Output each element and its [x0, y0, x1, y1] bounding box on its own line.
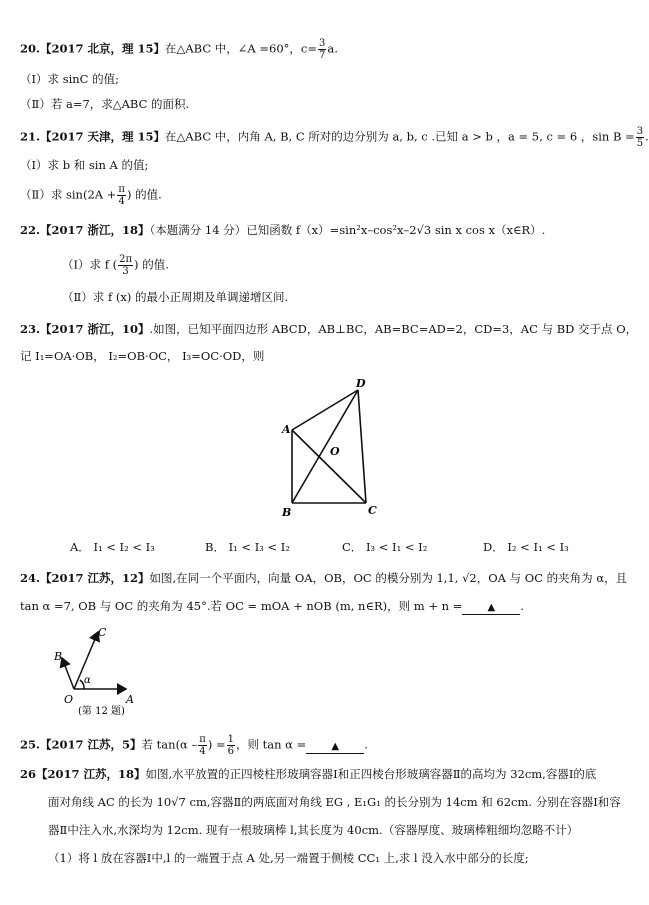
q25-frac1-num: π — [199, 734, 206, 745]
q25-stem-d: . — [364, 737, 368, 752]
figure-caption: (第 12 题) — [78, 706, 125, 717]
q24-line2 — [20, 598, 524, 615]
q22-stem-line — [20, 222, 545, 238]
q25-frac1-den: 4 — [199, 746, 206, 757]
q22-stem: （本题满分 14 分）已知函数 f（x）=sin²x–cos²x–2√3 sin x cos x（x∈R）. — [149, 223, 546, 237]
q23-option-b: B． I₁ < I₃ < I₂ — [205, 540, 290, 554]
q21-part2-frac-num: π — [118, 184, 125, 195]
point-o-label: O — [330, 445, 340, 458]
q20-stem-b: a. — [327, 41, 338, 56]
q23-quadrilateral-figure — [270, 375, 390, 520]
q23-option-c: C． I₃ < I₁ < I₂ — [342, 540, 428, 554]
edge-da — [292, 390, 358, 430]
q22-part1-frac-num: 2π — [119, 254, 133, 265]
alpha-label: α — [84, 675, 91, 686]
point-b-label: B — [54, 650, 63, 663]
q26-label: 26【2017 江苏，18】 — [20, 767, 146, 781]
vertex-b-label: B — [282, 506, 292, 519]
q23-option-d: D． I₂ < I₁ < I₃ — [483, 540, 569, 554]
q24-stem-line — [20, 570, 627, 586]
q21-fraction — [636, 126, 644, 149]
q25-frac2-num: 1 — [227, 734, 234, 745]
q25-stem-c: ，则 tan α = — [235, 737, 307, 752]
q22-part1-a: （Ⅰ）求 f ( — [62, 257, 118, 272]
q21-label: 21.【2017 天津，理 15】 — [20, 129, 166, 144]
q25-stem-a: 若 tan(α – — [141, 737, 198, 752]
q23-line2: 记 I₁=OA·OB， I₂=OB·OC， I₃=OC·OD，则 — [20, 349, 265, 363]
q25-fraction-1 — [198, 734, 207, 757]
q24-line2-a: tan α =7, OB 与 OC 的夹角为 45°.若 OC = mOA + nOB (m, n∈R)，则 m + n = — [20, 599, 463, 613]
q24-line2-b: . — [520, 599, 524, 613]
q21-part2-line — [20, 184, 162, 207]
q21-stem-a: 在△ABC 中，内角 A, B, C 所对的边分别为 a, b, c .已知 a > b ，a = 5, c = 6 ，sin B = — [165, 129, 635, 144]
q21-stem-b: . — [645, 129, 649, 144]
q24-label: 24.【2017 江苏，12】 — [20, 571, 150, 585]
point-o-label: O — [64, 693, 74, 706]
q21-frac-den: 5 — [636, 138, 644, 149]
q21-part2-b: ) 的值. — [126, 187, 162, 202]
q24-vector-figure — [48, 622, 143, 720]
vertex-d-label: D — [356, 377, 366, 390]
q20-part2: （Ⅱ）若 a=7，求△ABC 的面积. — [20, 97, 190, 111]
q22-part1-line — [62, 254, 169, 277]
q23-option-a: A． I₁ < I₂ < I₃ — [70, 540, 155, 554]
q20-label: 20.【2017 北京，理 15】 — [20, 41, 166, 56]
q20-frac-den: 7 — [319, 50, 326, 61]
q22-part1-fraction — [118, 254, 133, 277]
vertex-a-label: A — [282, 423, 291, 436]
q26-line4: （1）将 l 放在容器Ⅰ中,l 的一端置于点 A 处,另一端置于侧棱 CC₁ 上,求 l 没入水中部分的长度; — [48, 851, 529, 865]
point-c-label: C — [98, 626, 107, 639]
q23-stem: .如图，已知平面四边形 ABCD，AB⊥BC，AB=BC=AD=2，CD=3，AC 与 BD 交于点 O， — [149, 322, 638, 336]
q25-label: 25.【2017 江苏，5】 — [20, 737, 142, 752]
q26-line1-text: 如图,水平放置的正四棱柱形玻璃容器Ⅰ和正四棱台形玻璃容器Ⅱ的高均为 32cm,容器Ⅰ的底 — [145, 767, 597, 781]
q24-stem: 如图,在同一个平面内，向量 OA，OB，OC 的模分别为 1,1, √2，OA 与 OC 的夹角为 α，且 — [149, 571, 628, 585]
q21-frac-num: 3 — [636, 126, 644, 137]
q22-part1-b: ) 的值. — [134, 257, 169, 272]
vector-ob — [62, 658, 74, 689]
q22-label: 22.【2017 浙江，18】 — [20, 223, 150, 237]
q21-part2-frac-den: 4 — [118, 196, 125, 207]
q20-fraction — [318, 38, 326, 61]
q21-part1: （Ⅰ）求 b 和 sin A 的值; — [20, 158, 149, 172]
q25-answer-blank: ▲ — [306, 741, 364, 754]
q22-part1-frac-den: 3 — [122, 266, 129, 277]
q26-line1 — [20, 766, 596, 782]
q20-stem-a: 在△ABC 中，∠A =60°，c= — [165, 41, 317, 56]
q26-line2: 面对角线 AC 的长为 10√7 cm,容器Ⅱ的两底面对角线 EG , E₁G₁ 的长分别为 14cm 和 62cm. 分别在容器Ⅰ和容 — [48, 795, 621, 809]
q25-frac2-den: 6 — [227, 746, 234, 757]
q21-part2-fraction — [117, 184, 126, 207]
q20-stem-line — [20, 38, 338, 61]
q24-answer-blank: ▲ — [462, 602, 520, 615]
q20-part1: （Ⅰ）求 sinC 的值; — [20, 72, 120, 86]
q25-stem-line — [20, 734, 368, 757]
vertex-c-label: C — [368, 504, 377, 517]
q25-fraction-2 — [227, 734, 235, 757]
q23-stem-line — [20, 321, 637, 337]
q23-label: 23.【2017 浙江，10】 — [20, 322, 150, 336]
q20-frac-num: 3 — [319, 38, 326, 49]
q21-stem-line — [20, 126, 649, 149]
q25-stem-b: ) = — [207, 737, 226, 752]
q22-part2: （Ⅱ）求 f (x) 的最小正周期及单调递增区间. — [62, 290, 289, 304]
edge-cd — [358, 390, 366, 503]
point-a-label: A — [126, 693, 134, 706]
q21-part2-a: （Ⅱ）求 sin(2A + — [20, 187, 117, 202]
q26-line3: 器Ⅱ中注入水,水深均为 12cm. 现有一根玻璃棒 l,其长度为 40cm.（容器厚度、玻璃棒粗细均忽略不计） — [48, 823, 579, 837]
